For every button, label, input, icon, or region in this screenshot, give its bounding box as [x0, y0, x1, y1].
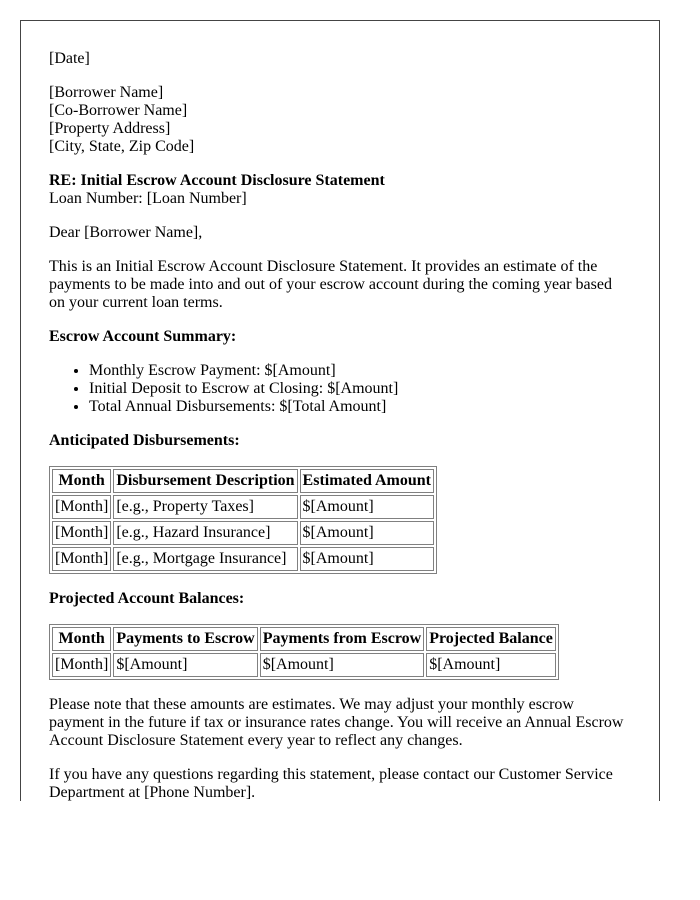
table-cell: $[Amount] [300, 521, 434, 545]
summary-item-annual-disbursements: • Total Annual Disbursements: $[Total Amount] [89, 398, 631, 416]
property-address: [Property Address] [49, 120, 171, 137]
table-row [52, 495, 434, 519]
subject-line: RE: Initial Escrow Account Disclosure Statement [49, 172, 385, 189]
table-cell: $[Amount] [426, 653, 556, 677]
balances-heading: Projected Account Balances: [49, 590, 245, 607]
table-row [52, 653, 556, 677]
summary-item-initial-deposit: • Initial Deposit to Escrow at Closing: $[Amount] [89, 380, 631, 398]
column-header: Projected Balance [426, 627, 556, 651]
table-row [52, 521, 434, 545]
balances-table [49, 624, 559, 680]
column-header: Disbursement Description [113, 469, 297, 493]
table-cell: [e.g., Property Taxes] [113, 495, 297, 519]
contact-paragraph: If you have any questions regarding this statement, please contact our Customer Service Department at [Phone Number]. [49, 766, 613, 801]
table-row [52, 547, 434, 571]
table-cell: [Month] [52, 521, 111, 545]
letter-page [20, 20, 660, 801]
column-header: Month [52, 627, 111, 651]
table-header-row [52, 469, 434, 493]
loan-number: Loan Number: [Loan Number] [49, 190, 247, 207]
table-cell: $[Amount] [300, 495, 434, 519]
table-cell: $[Amount] [113, 653, 257, 677]
table-cell: [e.g., Hazard Insurance] [113, 521, 297, 545]
table-cell: $[Amount] [300, 547, 434, 571]
column-header: Payments from Escrow [260, 627, 425, 651]
summary-item-monthly-payment: • Monthly Escrow Payment: $[Amount] [89, 362, 631, 380]
disbursements-table [49, 466, 437, 574]
subject-block [49, 172, 631, 208]
table-cell: $[Amount] [260, 653, 425, 677]
estimate-note-paragraph: Please note that these amounts are estimates. We may adjust your monthly escrow payment in the future if tax or insurance rates change. You will receive an Annual Escrow Account Disclosure Statement every year to reflect any changes. [49, 696, 624, 749]
table-header-row [52, 627, 556, 651]
summary-heading: Escrow Account Summary: [49, 328, 237, 345]
column-header: Estimated Amount [300, 469, 434, 493]
table-cell: [Month] [52, 653, 111, 677]
recipient-address-block [49, 84, 631, 156]
disbursements-heading: Anticipated Disbursements: [49, 432, 240, 449]
intro-paragraph: This is an Initial Escrow Account Disclosure Statement. It provides an estimate of the payments to be made into and out of your escrow account during the coming year based on your current loan terms. [49, 258, 612, 311]
table-cell: [Month] [52, 495, 111, 519]
salutation: Dear [Borrower Name], [49, 224, 203, 241]
borrower-name: [Borrower Name] [49, 84, 164, 101]
city-state-zip: [City, State, Zip Code] [49, 138, 195, 155]
letter-date: [Date] [49, 50, 90, 67]
co-borrower-name: [Co-Borrower Name] [49, 102, 188, 119]
table-cell: [e.g., Mortgage Insurance] [113, 547, 297, 571]
column-header: Payments to Escrow [113, 627, 257, 651]
column-header: Month [52, 469, 111, 493]
table-cell: [Month] [52, 547, 111, 571]
summary-list [49, 362, 631, 416]
